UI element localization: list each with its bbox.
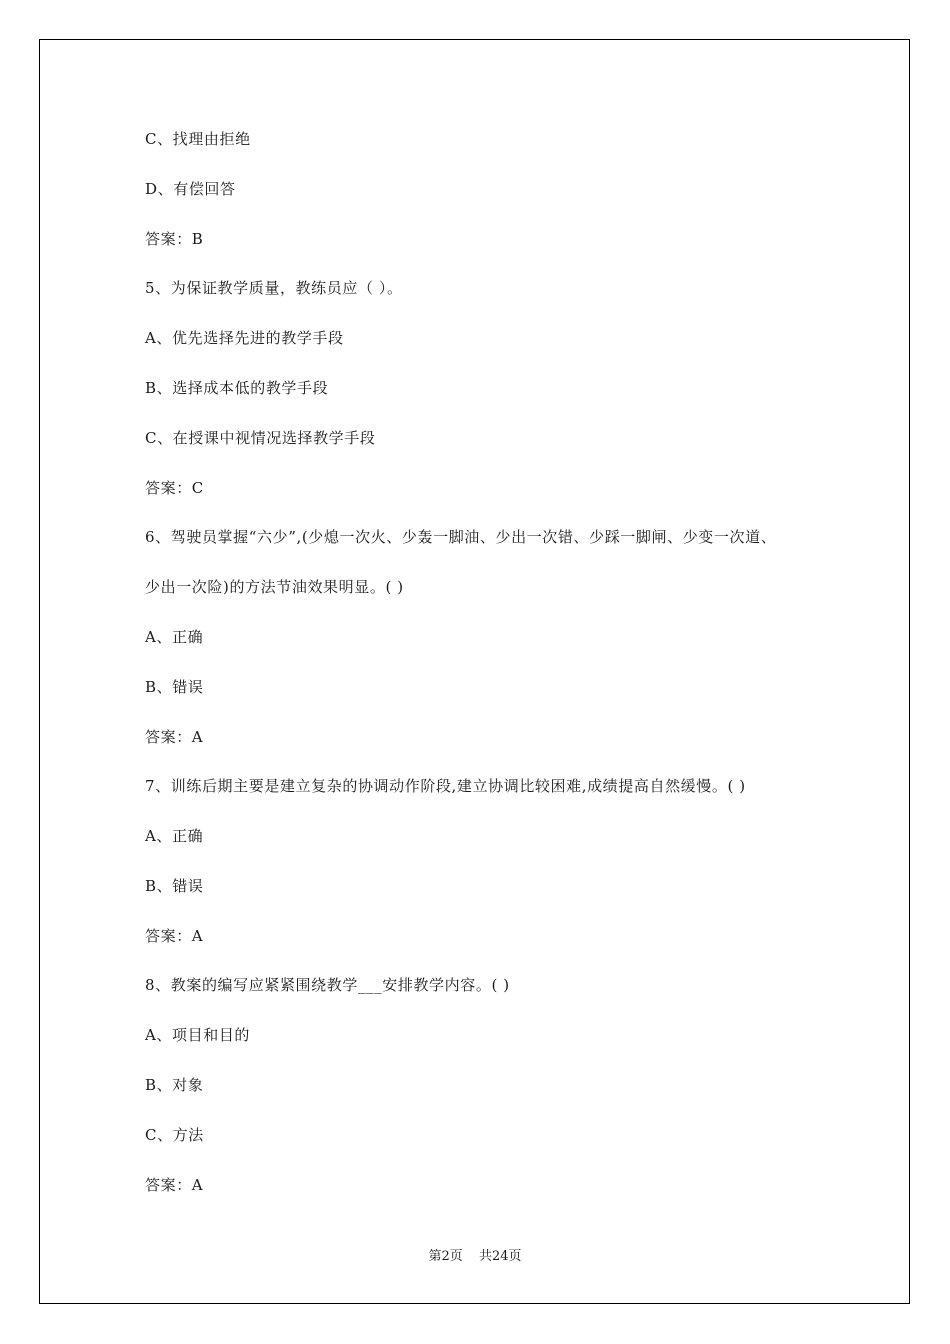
page-number: 第2页 <box>428 1249 463 1264</box>
option-c-q5: C、在授课中视情况选择教学手段 <box>145 429 376 447</box>
option-b-q8: B、对象 <box>145 1076 204 1094</box>
answer-q8: 答案：A <box>145 1176 204 1194</box>
question-7: 7、训练后期主要是建立复杂的协调动作阶段,建立协调比较困难,成绩提高自然缓慢。( ) <box>145 777 746 795</box>
option-b-q6: B、错误 <box>145 678 204 696</box>
option-a-q7: A、正确 <box>145 827 204 845</box>
option-b-q5: B、选择成本低的教学手段 <box>145 379 329 397</box>
question-6-line-1: 6、驾驶员掌握“六少”,(少熄一次火、少轰一脚油、少出一次错、少踩一脚闸、少变一次道、 <box>145 528 777 546</box>
option-d-q4: D、有偿回答 <box>145 180 236 198</box>
question-5: 5、为保证教学质量，教练员应（ ）。 <box>145 279 403 297</box>
answer-q6: 答案：A <box>145 728 204 746</box>
answer-q5: 答案：C <box>145 479 204 497</box>
option-c-q4: C、找理由拒绝 <box>145 130 251 148</box>
question-8: 8、教案的编写应紧紧围绕教学___安排教学内容。( ) <box>145 976 510 994</box>
page-footer <box>0 1248 950 1266</box>
option-a-q6: A、正确 <box>145 628 204 646</box>
option-b-q7: B、错误 <box>145 877 204 895</box>
answer-q7: 答案：A <box>145 927 204 945</box>
total-pages: 共24页 <box>478 1249 522 1264</box>
option-a-q8: A、项目和目的 <box>145 1026 251 1044</box>
option-a-q5: A、优先选择先进的教学手段 <box>145 329 344 347</box>
option-c-q8: C、方法 <box>145 1126 204 1144</box>
question-6-line-2: 少出一次险)的方法节油效果明显。( ) <box>145 578 404 596</box>
answer-q4: 答案：B <box>145 230 204 248</box>
